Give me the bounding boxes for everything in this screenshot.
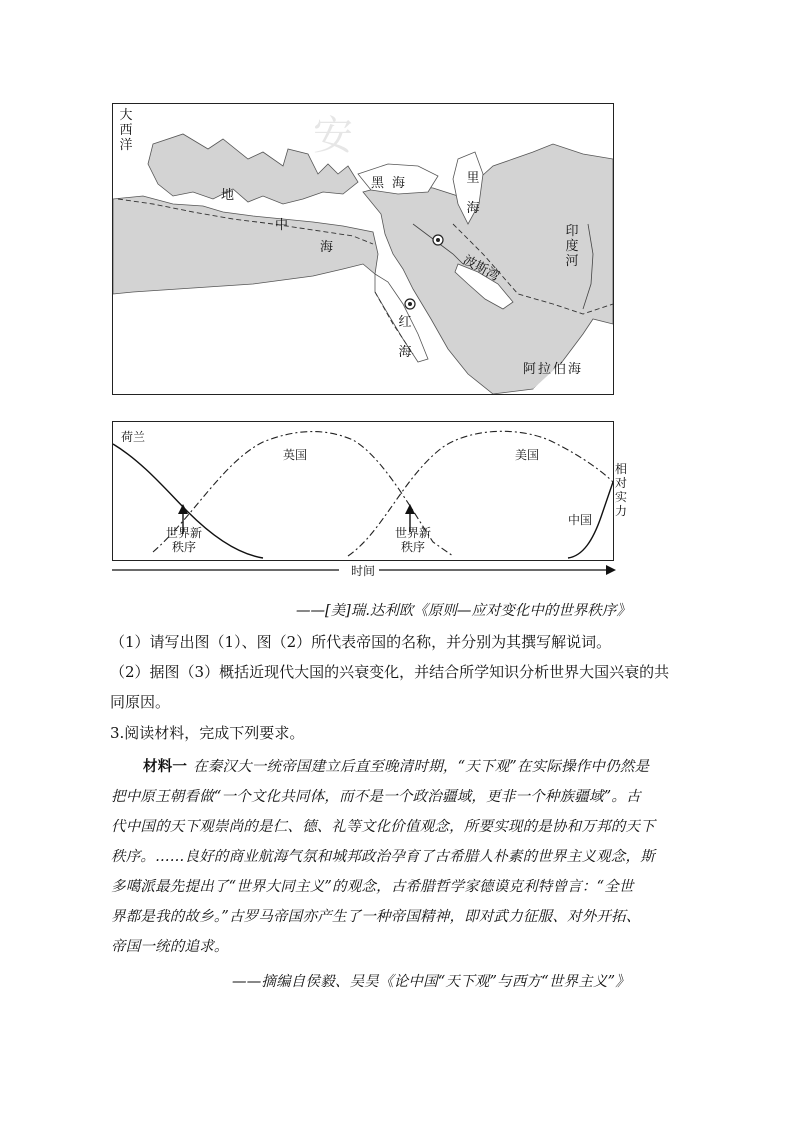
map-label-arabian-sea: 阿拉伯海 [523,362,584,377]
material-line-4: 秩序。……良好的商业航海气氛和城邦政治孕育了古希腊人朴素的世界主义观念，斯 [111,849,655,865]
map-label-zhong: 中 [275,218,289,233]
figure-citation: ——[美]瑞.达利欧《原则—应对变化中的世界秩序》 [296,603,631,619]
map-label-di: 地 [221,188,235,203]
arrow-up-icon-2 [405,504,415,514]
label-holland: 荷兰 [121,430,146,444]
map-label-caspian: 里海 [466,171,480,216]
map-label-atlantic: 大西洋 [119,108,133,153]
map-graphic [113,104,613,394]
label-time: 时间 [351,564,376,578]
label-uk: 英国 [283,448,308,462]
material-line-1: 在秦汉大一统帝国建立后直至晚清时期，“天下观”在实际操作中仍然是 [193,759,650,775]
material-line-2: 把中原王朝看做“一个文化共同体，而不是一个政治疆域，更非一个种族疆域”。古 [111,789,641,805]
label-new-order-1: 世界新秩序 [165,526,202,554]
question-3: 3.阅读材料，完成下列要求。 [110,724,305,742]
arrow-right-icon [606,565,616,575]
map-label-persian-gulf: 波斯湾 [460,252,502,285]
map-label-black-sea: 黑海 [371,176,414,191]
power-chart [112,421,614,561]
label-china: 中国 [568,513,593,527]
material-line-3: 代中国的天下观崇尚的是仁、德、礼等文化价值观念，所要实现的是协和万邦的天下 [111,819,655,835]
map-label-red-sea: 红海 [398,315,412,360]
map-watermark: 安 [313,113,353,159]
question-2-line1: （2）据图（3）概括近现代大国的兴衰变化，并结合所学知识分析世界大国兴衰的共 [110,663,670,681]
question-1: （1）请写出图（1）、图（2）所代表帝国的名称，并分别为其撰写解说词。 [110,633,612,651]
map-figure [112,103,614,395]
map-label-india-river: 印度河 [565,224,579,269]
material-title: 材料一 [143,758,188,775]
material-source: ——摘编自侯毅、吴昊《论中国“天下观”与西方“世界主义”》 [232,974,630,990]
question-2-line2: 同原因。 [110,693,171,711]
label-us: 美国 [515,448,540,462]
us-curve [348,431,613,556]
label-relative-strength: 相对实力 [615,462,628,518]
material-line-7: 帝国一统的追求。 [111,939,229,955]
material-line-6: 界都是我的故乡。”古罗马帝国亦产生了一种帝国精神，即对武力征服、对外开拓、 [111,909,641,925]
arrow-up-icon-1 [178,504,188,514]
label-new-order-2: 世界新秩序 [394,526,431,554]
map-label-hai: 海 [320,240,334,255]
material-line-5: 多噶派最先提出了“世界大同主义”的观念，古希腊哲学家德谟克利特曾言：“全世 [111,879,634,895]
